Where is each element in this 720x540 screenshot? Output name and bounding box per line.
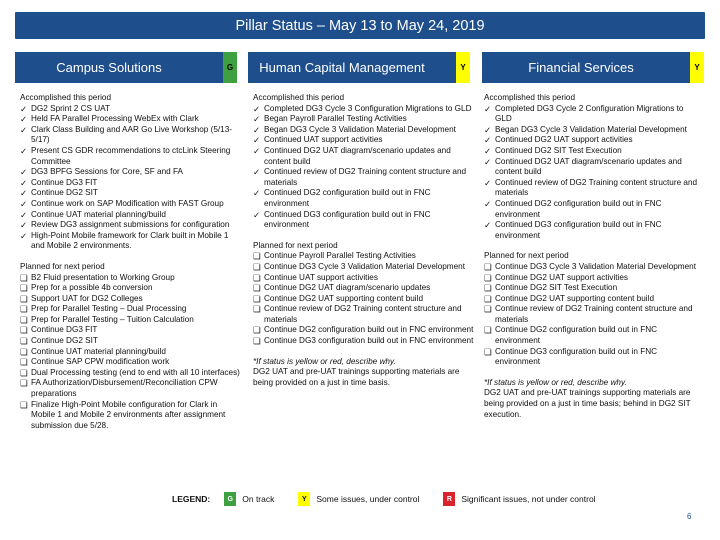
checkbox-icon: ❏ bbox=[253, 325, 261, 336]
list-item-text: Review DG3 assignment submissions for configuration bbox=[31, 220, 230, 230]
checkmark-icon: ✓ bbox=[253, 103, 261, 114]
legend-green-swatch: G bbox=[224, 492, 236, 506]
list-item bbox=[253, 304, 475, 325]
accomplished-heading: Accomplished this period bbox=[253, 93, 345, 102]
checkmark-icon: ✓ bbox=[20, 188, 28, 199]
legend-yellow-swatch: Y bbox=[298, 492, 310, 506]
checkmark-icon: ✓ bbox=[20, 167, 28, 178]
list-item-text: Continued DG2 UAT support activities bbox=[495, 135, 633, 145]
status-note: *If status is yellow or red, describe why. bbox=[484, 377, 627, 387]
checkbox-icon: ❏ bbox=[20, 314, 28, 325]
list-item bbox=[20, 347, 242, 358]
page-title-bar bbox=[15, 12, 705, 39]
status-badge: Y bbox=[690, 52, 704, 83]
list-item bbox=[20, 378, 242, 399]
list-item bbox=[20, 325, 242, 336]
checkbox-icon: ❏ bbox=[20, 399, 28, 410]
hcm-column bbox=[253, 93, 475, 388]
status-badge: Y bbox=[456, 52, 470, 83]
checkmark-icon: ✓ bbox=[484, 220, 492, 231]
checkmark-icon: ✓ bbox=[484, 145, 492, 156]
spacer bbox=[253, 231, 475, 241]
list-item-text: Continued DG2 UAT diagram/scenario updates and content build bbox=[264, 145, 451, 166]
checkbox-icon: ❏ bbox=[484, 304, 492, 315]
list-item-text: Continue DG3 configuration build out in FNC environment bbox=[495, 346, 658, 367]
list-item-text: Continue review of DG2 Training content structure and materials bbox=[495, 304, 693, 324]
list-item bbox=[484, 283, 702, 294]
checkmark-icon: ✓ bbox=[484, 135, 492, 146]
list-item-text: Began DG3 Cycle 3 Validation Material Development bbox=[495, 124, 687, 134]
planned-heading: Planned for next period bbox=[484, 251, 569, 261]
list-item bbox=[484, 146, 702, 157]
list-item-text: Continue DG2 configuration build out in FNC environment bbox=[495, 325, 658, 346]
list-item bbox=[20, 368, 242, 379]
accomplished-heading: Accomplished this period bbox=[20, 93, 112, 102]
list-item-text: Continued DG2 configuration build out in FNC environment bbox=[495, 198, 662, 219]
checkbox-icon: ❏ bbox=[253, 261, 261, 272]
checkmark-icon: ✓ bbox=[20, 209, 28, 220]
list-item bbox=[253, 125, 475, 136]
checkbox-icon: ❏ bbox=[484, 293, 492, 304]
column-title: Human Capital Management bbox=[259, 60, 425, 75]
list-item bbox=[484, 294, 702, 305]
checkmark-icon: ✓ bbox=[253, 209, 261, 220]
checkmark-icon: ✓ bbox=[20, 220, 28, 231]
list-item bbox=[20, 210, 242, 221]
legend-red-swatch: R bbox=[443, 492, 455, 506]
list-item-text: DG2 Sprint 2 CS UAT bbox=[31, 103, 111, 113]
planned-heading: Planned for next period bbox=[253, 240, 338, 250]
spacer bbox=[253, 347, 475, 357]
list-item-text: Continued review of DG2 Training content structure and materials bbox=[495, 177, 698, 198]
checkmark-icon: ✓ bbox=[484, 124, 492, 135]
list-item-text: Continue UAT material planning/build bbox=[31, 346, 166, 356]
list-item bbox=[253, 325, 475, 336]
list-item bbox=[20, 315, 242, 326]
checkbox-icon: ❏ bbox=[253, 272, 261, 283]
list-item-text: Prep for Parallel Testing – Tuition Calculation bbox=[31, 314, 194, 324]
list-item bbox=[253, 210, 475, 231]
list-item bbox=[20, 188, 242, 199]
financial-services-header bbox=[482, 52, 704, 83]
list-item bbox=[484, 220, 702, 241]
list-item bbox=[484, 199, 702, 220]
list-item bbox=[20, 400, 242, 432]
list-item-text: Continued DG3 configuration build out in FNC environment bbox=[264, 209, 431, 230]
list-item-text: Continue SAP CPW modification work bbox=[31, 357, 170, 367]
list-item-text: Continued review of DG2 Training content structure and materials bbox=[264, 167, 467, 187]
list-item bbox=[253, 114, 475, 125]
list-item-text: Continue UAT support activities bbox=[264, 272, 378, 282]
spacer bbox=[484, 241, 702, 251]
spacer bbox=[20, 252, 242, 262]
list-item-text: Continue work on SAP Modification with FAST Group bbox=[31, 198, 224, 208]
list-item bbox=[484, 325, 702, 346]
checkbox-icon: ❏ bbox=[484, 325, 492, 336]
list-item bbox=[20, 304, 242, 315]
checkmark-icon: ✓ bbox=[253, 124, 261, 135]
list-item-text: Continue DG2 UAT support activities bbox=[495, 272, 629, 282]
checkmark-icon: ✓ bbox=[253, 135, 261, 146]
list-item bbox=[253, 146, 475, 167]
list-item-text: Finalize High-Point Mobile configuration for Clark in Mobile 1 and Mobile 2 environments after assignment submission due 5/28. bbox=[31, 399, 226, 430]
list-item bbox=[253, 336, 475, 347]
list-item-text: Support UAT for DG2 Colleges bbox=[31, 293, 143, 303]
list-item-text: Present CS GDR recommendations to ctcLink Steering Committee bbox=[31, 145, 231, 166]
list-item-text: Continue DG2 SIT bbox=[31, 336, 98, 346]
planned-list bbox=[484, 262, 702, 368]
list-item bbox=[20, 220, 242, 231]
spacer bbox=[484, 368, 702, 378]
list-item bbox=[484, 135, 702, 146]
checkbox-icon: ❏ bbox=[253, 251, 261, 262]
list-item bbox=[20, 167, 242, 178]
checkmark-icon: ✓ bbox=[484, 177, 492, 188]
checkbox-icon: ❏ bbox=[20, 283, 28, 294]
list-item-text: B2 Fluid presentation to Working Group bbox=[31, 272, 175, 282]
list-item bbox=[20, 231, 242, 252]
list-item bbox=[253, 283, 475, 294]
checkbox-icon: ❏ bbox=[253, 283, 261, 294]
checkmark-icon: ✓ bbox=[20, 230, 28, 241]
checkmark-icon: ✓ bbox=[20, 124, 28, 135]
financial-services-column bbox=[484, 93, 702, 420]
legend-green-text: On track bbox=[242, 494, 275, 504]
list-item bbox=[484, 273, 702, 284]
accomplished-list bbox=[20, 104, 242, 252]
list-item-text: Continue DG3 FIT bbox=[31, 325, 98, 335]
list-item bbox=[484, 125, 702, 136]
list-item-text: Dual Processing testing (end to end with all 10 interfaces) bbox=[31, 367, 240, 377]
list-item-text: Prep for Parallel Testing – Dual Processing bbox=[31, 304, 187, 314]
list-item-text: Clark Class Building and AAR Go Live Workshop (5/13-5/17) bbox=[31, 124, 232, 145]
checkmark-icon: ✓ bbox=[253, 145, 261, 156]
list-item-text: Completed DG3 Cycle 3 Configuration Migrations to GLD bbox=[264, 103, 472, 113]
campus-solutions-header bbox=[15, 52, 237, 83]
checkbox-icon: ❏ bbox=[20, 357, 28, 368]
list-item-text: Continue DG2 SIT Test Execution bbox=[495, 283, 618, 293]
status-badge: G bbox=[223, 52, 237, 83]
checkbox-icon: ❏ bbox=[20, 378, 28, 389]
checkmark-icon: ✓ bbox=[253, 167, 261, 178]
checkmark-icon: ✓ bbox=[484, 103, 492, 114]
list-item-text: Continue DG3 Cycle 3 Validation Material Development bbox=[264, 261, 465, 271]
checkmark-icon: ✓ bbox=[20, 198, 28, 209]
checkbox-icon: ❏ bbox=[253, 336, 261, 347]
checkmark-icon: ✓ bbox=[20, 114, 28, 125]
list-item-text: Continue DG2 configuration build out in FNC environment bbox=[264, 325, 474, 335]
hcm-header bbox=[248, 52, 470, 83]
legend-yellow-text: Some issues, under control bbox=[316, 494, 420, 504]
list-item-text: Continue DG3 Cycle 3 Validation Material Development bbox=[495, 261, 696, 271]
legend bbox=[172, 492, 620, 506]
column-title: Campus Solutions bbox=[56, 60, 162, 75]
checkbox-icon: ❏ bbox=[20, 325, 28, 336]
list-item-text: High-Point Mobile framework for Clark built in Mobile 1 and Mobile 2 environments. bbox=[31, 230, 229, 251]
list-item bbox=[484, 178, 702, 199]
checkbox-icon: ❏ bbox=[253, 293, 261, 304]
checkbox-icon: ❏ bbox=[20, 336, 28, 347]
list-item bbox=[20, 283, 242, 294]
checkbox-icon: ❏ bbox=[484, 346, 492, 357]
list-item bbox=[253, 135, 475, 146]
list-item bbox=[253, 188, 475, 209]
checkbox-icon: ❏ bbox=[20, 367, 28, 378]
list-item bbox=[484, 157, 702, 178]
list-item bbox=[20, 104, 242, 115]
checkbox-icon: ❏ bbox=[20, 293, 28, 304]
list-item-text: Continued DG3 configuration build out in FNC environment bbox=[495, 220, 662, 240]
checkbox-icon: ❏ bbox=[20, 272, 28, 283]
list-item-text: Continue review of DG2 Training content structure and materials bbox=[264, 304, 462, 324]
list-item bbox=[20, 146, 242, 167]
checkbox-icon: ❏ bbox=[484, 283, 492, 294]
checkmark-icon: ✓ bbox=[253, 114, 261, 125]
list-item-text: Continued DG2 configuration build out in FNC environment bbox=[264, 188, 431, 208]
column-title: Financial Services bbox=[528, 60, 634, 75]
list-item bbox=[253, 294, 475, 305]
list-item bbox=[20, 357, 242, 368]
list-item-text: Continued DG2 UAT diagram/scenario updates and content build bbox=[495, 156, 682, 177]
list-item bbox=[253, 273, 475, 284]
list-item-text: Continue DG2 UAT diagram/scenario updates bbox=[264, 283, 431, 293]
list-item-text: Continued DG2 SIT Test Execution bbox=[495, 145, 622, 155]
planned-list bbox=[20, 273, 242, 432]
list-item-text: Completed DG3 Cycle 2 Configuration Migrations to GLD bbox=[495, 103, 684, 124]
list-item bbox=[253, 251, 475, 262]
accomplished-heading: Accomplished this period bbox=[484, 93, 576, 102]
list-item-text: Continue Payroll Parallel Testing Activities bbox=[264, 251, 416, 261]
list-item-text: DG3 BPFG Sessions for Core, SF and FA bbox=[31, 167, 183, 177]
list-item-text: Began Payroll Parallel Testing Activities bbox=[264, 114, 407, 124]
list-item-text: Continue DG2 SIT bbox=[31, 188, 98, 198]
list-item bbox=[20, 114, 242, 125]
list-item-text: Prep for a possible 4b conversion bbox=[31, 283, 153, 293]
list-item bbox=[20, 273, 242, 284]
checkbox-icon: ❏ bbox=[20, 304, 28, 315]
legend-red-text: Significant issues, not under control bbox=[461, 494, 596, 504]
checkmark-icon: ✓ bbox=[20, 177, 28, 188]
list-item-text: Continued UAT support activities bbox=[264, 135, 383, 145]
checkbox-icon: ❏ bbox=[484, 272, 492, 283]
list-item bbox=[253, 104, 475, 115]
list-item bbox=[484, 104, 702, 125]
legend-label: LEGEND: bbox=[172, 494, 211, 504]
checkmark-icon: ✓ bbox=[20, 103, 28, 114]
accomplished-list bbox=[484, 104, 702, 242]
status-note: DG2 UAT and pre-UAT trainings supporting materials are being provided on a just in time basis. bbox=[253, 367, 460, 387]
list-item bbox=[484, 347, 702, 368]
list-item-text: Continue DG3 configuration build out in FNC environment bbox=[264, 336, 474, 346]
list-item bbox=[20, 199, 242, 210]
list-item bbox=[253, 262, 475, 273]
checkmark-icon: ✓ bbox=[20, 145, 28, 156]
planned-heading: Planned for next period bbox=[20, 261, 105, 271]
list-item-text: Continue DG3 FIT bbox=[31, 177, 98, 187]
page-title: Pillar Status – May 13 to May 24, 2019 bbox=[235, 17, 485, 34]
list-item bbox=[484, 304, 702, 325]
checkmark-icon: ✓ bbox=[484, 156, 492, 167]
accomplished-list bbox=[253, 104, 475, 231]
planned-list bbox=[253, 251, 475, 346]
list-item-text: Began DG3 Cycle 3 Validation Material Development bbox=[264, 124, 456, 134]
status-note: *If status is yellow or red, describe why. bbox=[253, 356, 396, 366]
list-item-text: Held FA Parallel Processing WebEx with Clark bbox=[31, 114, 199, 124]
list-item-text: Continue UAT material planning/build bbox=[31, 209, 166, 219]
list-item-text: Continue DG2 UAT supporting content build bbox=[264, 293, 423, 303]
list-item bbox=[20, 294, 242, 305]
list-item bbox=[253, 167, 475, 188]
checkmark-icon: ✓ bbox=[484, 198, 492, 209]
list-item bbox=[484, 262, 702, 273]
list-item bbox=[20, 125, 242, 146]
checkmark-icon: ✓ bbox=[253, 188, 261, 199]
checkbox-icon: ❏ bbox=[484, 261, 492, 272]
checkbox-icon: ❏ bbox=[253, 304, 261, 315]
list-item-text: Continue DG2 UAT supporting content build bbox=[495, 293, 654, 303]
list-item bbox=[20, 178, 242, 189]
list-item bbox=[20, 336, 242, 347]
page-number: 6 bbox=[687, 512, 692, 521]
list-item-text: FA Authorization/Disbursement/Reconciliation CPW preparations bbox=[31, 378, 218, 399]
checkbox-icon: ❏ bbox=[20, 346, 28, 357]
status-note: DG2 UAT and pre-UAT trainings supporting materials are being provided on a just in time basis; behind in DG2 SIT execution. bbox=[484, 388, 691, 419]
campus-solutions-column bbox=[20, 93, 242, 431]
